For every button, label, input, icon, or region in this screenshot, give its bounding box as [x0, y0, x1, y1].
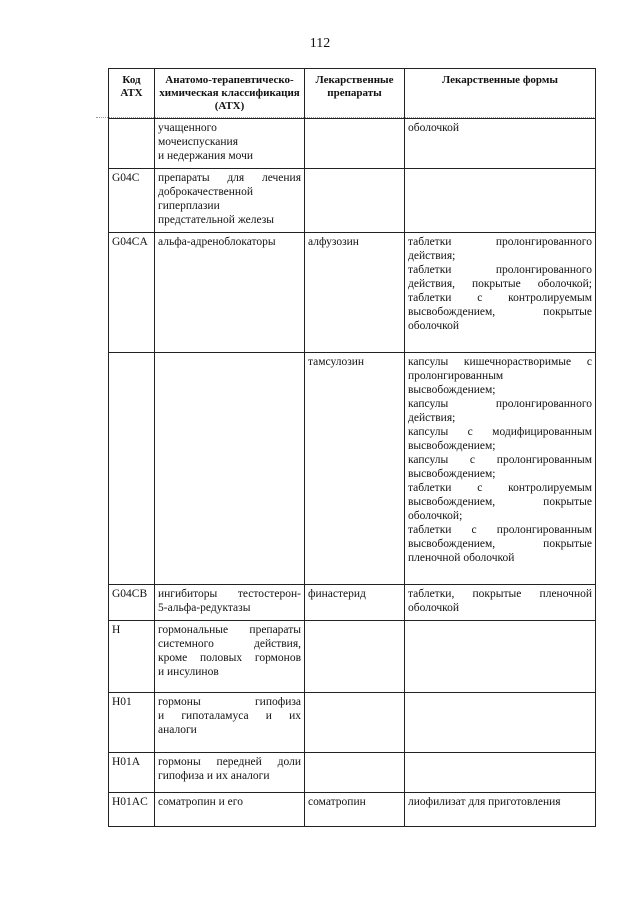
table-row [109, 353, 596, 585]
cell-classification [155, 585, 305, 621]
cell-code: H01 [109, 693, 155, 753]
cell-drug [305, 693, 405, 753]
cell-classification-line: и гипоталамуса и их [158, 710, 301, 722]
cell-classification [155, 753, 305, 793]
cell-classification-line: препараты для лечения [158, 172, 301, 184]
cell-forms-line: высвобождением; [408, 468, 496, 480]
cell-forms [405, 353, 596, 585]
cell-forms-line: лиофилизат для приготовления [408, 796, 561, 808]
cell-forms-line: оболочкой [408, 320, 460, 332]
cell-classification [155, 169, 305, 233]
cell-forms-line: пролонгированным [408, 370, 504, 382]
cell-forms-line: высвобождением, покрытые [408, 538, 592, 550]
cell-forms-line: высвобождением; [408, 440, 496, 452]
cell-classification [155, 621, 305, 693]
cell-forms [405, 753, 596, 793]
cell-classification-line: системного действия, [158, 638, 301, 650]
cell-forms-line: действия; [408, 250, 456, 262]
table-row [109, 233, 596, 353]
cell-classification-line: ингибиторы тестостерон- [158, 588, 301, 600]
table-row [109, 693, 596, 753]
cell-drug [305, 169, 405, 233]
cell-classification [155, 353, 305, 585]
cell-classification [155, 119, 305, 169]
cell-classification-line: соматропин и его [158, 796, 243, 808]
cell-drug: алфузозин [305, 233, 405, 353]
cell-forms [405, 621, 596, 693]
cell-code: H01A [109, 753, 155, 793]
cell-classification-line: мочеиспускания [158, 136, 239, 148]
cell-forms-line: оболочкой [408, 602, 460, 614]
cell-forms-line: таблетки пролонгированного [408, 236, 592, 248]
cell-code: H [109, 621, 155, 693]
page-number: 112 [309, 36, 331, 51]
cell-forms-line: таблетки, покрытые пленочной [408, 588, 592, 600]
cell-forms-line: оболочкой; [408, 510, 463, 522]
cell-classification-line: гормоны гипофиза [158, 696, 301, 708]
cell-classification-line: гормональные препараты [158, 624, 301, 636]
cell-forms-line: действия, покрытые оболочкой; [408, 278, 592, 290]
cell-forms-line: таблетки с контролируемым [408, 482, 592, 494]
cell-classification-line: предстательной железы [158, 214, 274, 226]
table-row [109, 169, 596, 233]
cell-forms-line: капсулы с модифицированным [408, 426, 592, 438]
cell-forms-line: оболочкой [408, 122, 460, 134]
cell-classification-line: альфа-адреноблокаторы [158, 236, 276, 248]
cell-forms [405, 119, 596, 169]
cell-forms-line: пленочной оболочкой [408, 552, 515, 564]
cell-forms [405, 169, 596, 233]
cell-classification [155, 793, 305, 827]
cell-classification [155, 693, 305, 753]
cell-forms-line: таблетки с контролируемым [408, 292, 592, 304]
cell-classification-line: гипофиза и их аналоги [158, 770, 270, 782]
cell-code: G04C [109, 169, 155, 233]
cell-code [109, 353, 155, 585]
cell-drug: тамсулозин [305, 353, 405, 585]
cell-forms [405, 793, 596, 827]
cell-drug [305, 753, 405, 793]
table-body [109, 119, 596, 827]
cell-classification-line: гиперплазии [158, 200, 220, 212]
atx-table [108, 68, 596, 827]
cell-forms-line: капсулы с пролонгированным [408, 454, 592, 466]
cell-forms-line: таблетки пролонгированного [408, 264, 592, 276]
header-classification: Анатомо-терапевтическо-химическая классификация (АТХ) [155, 69, 305, 119]
table-row [109, 621, 596, 693]
cell-classification-line: кроме половых гормонов [158, 652, 301, 664]
header-code: Код АТХ [109, 69, 155, 119]
cell-forms [405, 693, 596, 753]
cell-forms [405, 585, 596, 621]
cell-classification-line: доброкачественной [158, 186, 253, 198]
cell-forms-line: капсулы пролонгированного [408, 398, 592, 410]
cell-drug [305, 621, 405, 693]
cell-classification-line: учащенного [158, 122, 217, 134]
cell-classification-line: аналоги [158, 724, 197, 736]
cell-classification-line: 5-альфа-редуктазы [158, 602, 251, 614]
table-row [109, 793, 596, 827]
cell-forms-line: высвобождением, покрытые [408, 306, 592, 318]
cell-code: G04CA [109, 233, 155, 353]
cell-classification [155, 233, 305, 353]
cell-forms [405, 233, 596, 353]
cell-forms-line: высвобождением; [408, 384, 496, 396]
header-drugs: Лекарственные препараты [305, 69, 405, 119]
cell-code: H01AC [109, 793, 155, 827]
table-row [109, 585, 596, 621]
cell-forms-line: таблетки с пролонгированным [408, 524, 592, 536]
table-header-row [109, 69, 596, 119]
table-row [109, 753, 596, 793]
cell-classification-line: и недержания мочи [158, 150, 254, 162]
cell-forms-line: высвобождением, покрытые [408, 496, 592, 508]
cell-classification-line: гормоны передней доли [158, 756, 301, 768]
cell-code: G04CB [109, 585, 155, 621]
cell-drug: соматропин [305, 793, 405, 827]
cell-code [109, 119, 155, 169]
cell-drug [305, 119, 405, 169]
cell-drug: финастерид [305, 585, 405, 621]
cell-forms-line: капсулы кишечнорастворимые с [408, 356, 592, 368]
cell-classification-line: и инсулинов [158, 666, 219, 678]
header-forms: Лекарственные формы [405, 69, 596, 119]
cell-forms-line: действия; [408, 412, 456, 424]
table-row [109, 119, 596, 169]
